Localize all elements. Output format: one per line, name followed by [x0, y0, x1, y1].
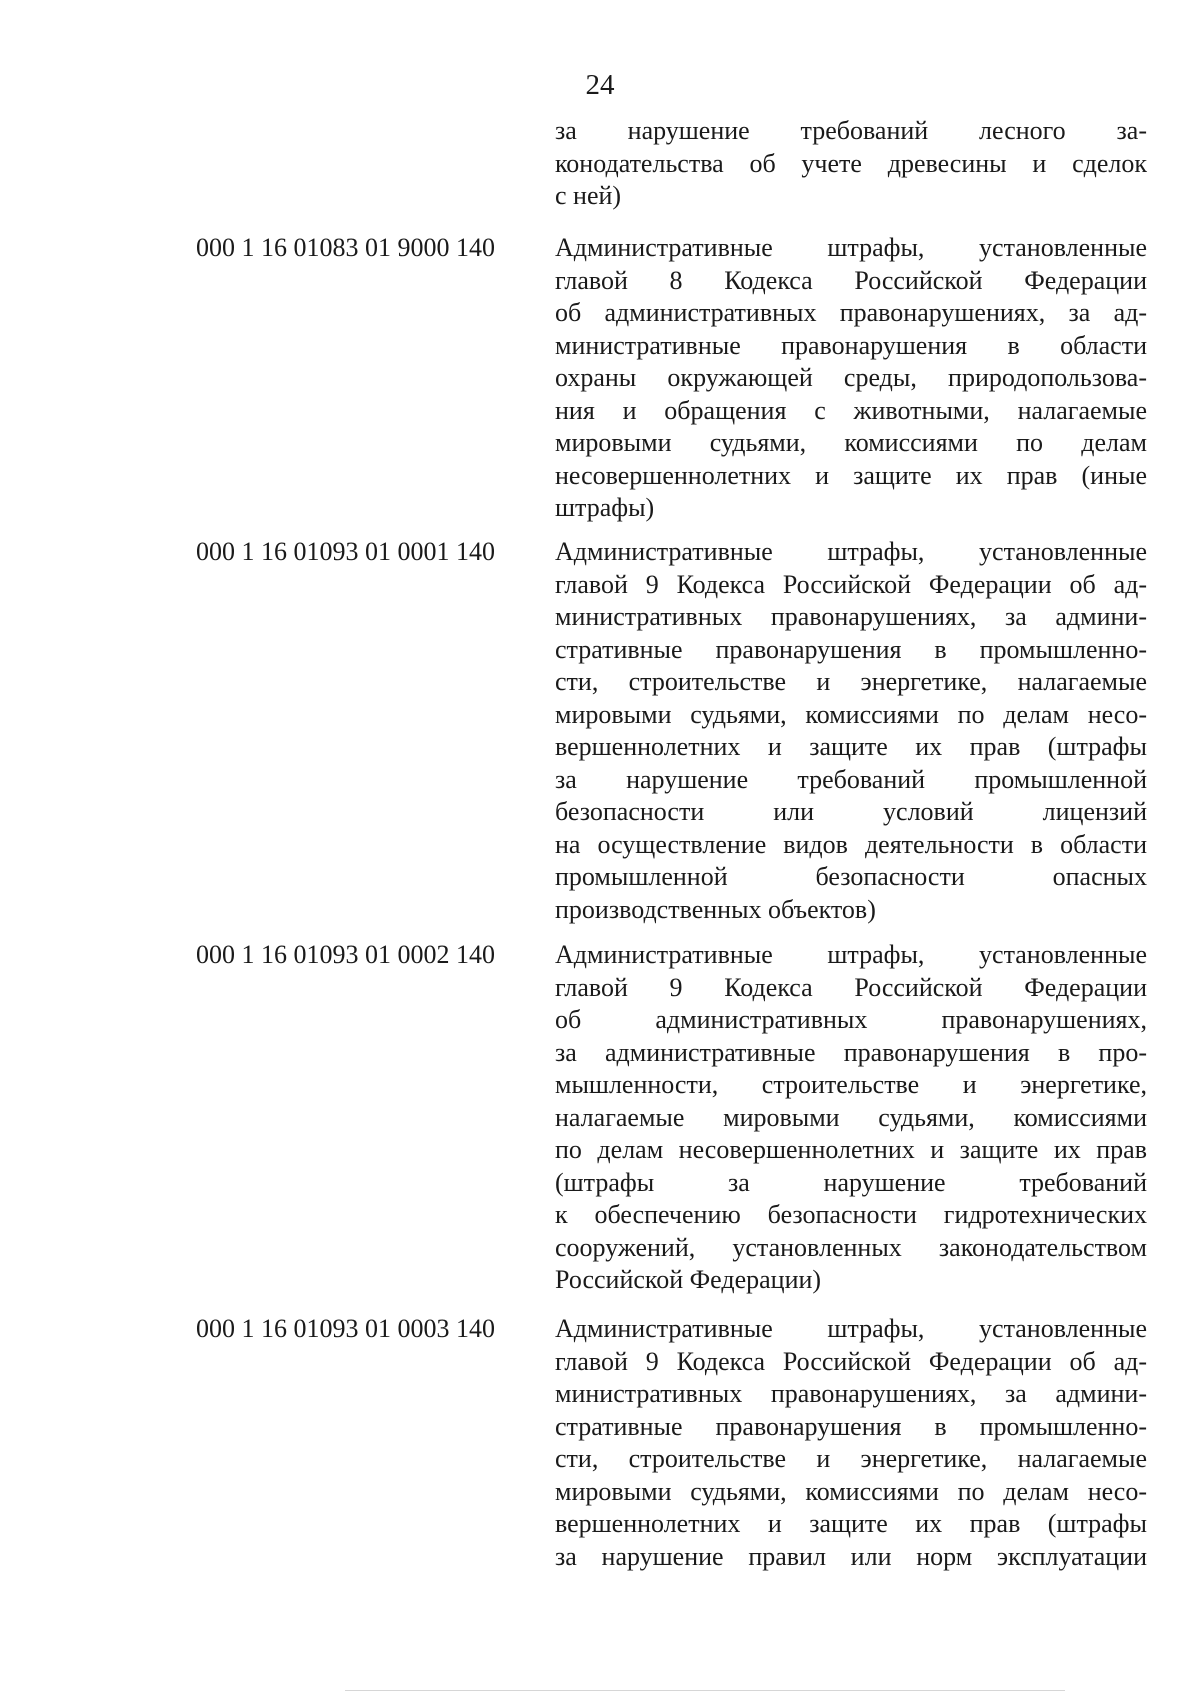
description-line: вершеннолетних и защите их прав (штрафы	[555, 732, 1147, 761]
description-line: Административные штрафы, установленные	[555, 537, 1147, 566]
description-line: сооружений, установленных законодательством	[555, 1232, 1147, 1262]
entry-description	[555, 115, 1147, 213]
description-line: ния и обращения с животными, налагаемые	[555, 395, 1147, 425]
entry-description	[555, 1313, 1147, 1573]
description-line: сти, строительстве и энергетике, налагаемые	[555, 1444, 1147, 1473]
description-line: Российской Федерации)	[555, 1265, 822, 1294]
description-line: главой 8 Кодекса Российской Федерации	[555, 265, 1147, 295]
description-line: безопасности или условий лицензий	[555, 797, 1147, 826]
description-line: министративных правонарушениях, за админи-	[555, 602, 1147, 631]
description-line: главой 9 Кодекса Российской Федерации об ад-	[555, 1346, 1147, 1376]
description-line: мировыми судьями, комиссиями по делам несо-	[555, 1476, 1147, 1506]
description-line: мировыми судьями, комиссиями по делам	[555, 428, 1147, 457]
description-line: стративные правонарушения в промышленно-	[555, 634, 1147, 664]
description-line: с ней)	[555, 181, 622, 210]
description-line: министративные правонарушения в области	[555, 330, 1147, 360]
description-line: об административных правонарушениях, за ад-	[555, 298, 1147, 327]
description-line: штрафы)	[555, 493, 655, 522]
page-number: 24	[585, 69, 615, 101]
entry-description	[555, 939, 1147, 1297]
description-line: за административные правонарушения в про-	[555, 1037, 1147, 1067]
description-line: по делам несовершеннолетних и защите их прав	[555, 1135, 1147, 1164]
description-line: вершеннолетних и защите их прав (штрафы	[555, 1509, 1147, 1538]
entry-code: 000 1 16 01093 01 0003 140	[196, 1314, 495, 1343]
description-line: мировыми судьями, комиссиями по делам несо-	[555, 699, 1147, 729]
description-line: за нарушение правил или норм эксплуатации	[555, 1541, 1147, 1571]
entry-code: 000 1 16 01093 01 0002 140	[196, 940, 495, 969]
description-line: главой 9 Кодекса Российской Федерации	[555, 972, 1147, 1002]
description-line: Административные штрафы, установленные	[555, 940, 1147, 969]
entry-description	[555, 232, 1147, 525]
description-line: производственных объектов)	[555, 894, 876, 924]
description-line: главой 9 Кодекса Российской Федерации об ад-	[555, 569, 1147, 599]
description-line: сти, строительстве и энергетике, налагаемые	[555, 667, 1147, 696]
description-line: на осуществление видов деятельности в области	[555, 829, 1147, 859]
description-line: промышленной безопасности опасных	[555, 862, 1147, 891]
description-line: к обеспечению безопасности гидротехнических	[555, 1200, 1147, 1229]
description-line: Административные штрафы, установленные	[555, 233, 1147, 262]
description-line: за нарушение требований промышленной	[555, 764, 1147, 794]
description-line: конодательства об учете древесины и сделок	[555, 148, 1147, 178]
description-line: за нарушение требований лесного за-	[555, 116, 1147, 145]
description-line: Административные штрафы, установленные	[555, 1314, 1147, 1343]
description-line: мышленности, строительстве и энергетике,	[555, 1070, 1147, 1099]
description-line: министративных правонарушениях, за админи-	[555, 1379, 1147, 1408]
entry-code: 000 1 16 01093 01 0001 140	[196, 537, 495, 566]
description-line: стративные правонарушения в промышленно-	[555, 1411, 1147, 1441]
description-line: налагаемые мировыми судьями, комиссиями	[555, 1102, 1147, 1132]
entry-description	[555, 536, 1147, 926]
bottom-scan-line	[345, 1690, 1065, 1691]
description-line: охраны окружающей среды, природопользова-	[555, 363, 1147, 392]
description-line: (штрафы за нарушение требований	[555, 1167, 1147, 1197]
description-line: несовершеннолетних и защите их прав (иные	[555, 460, 1147, 490]
entry-code: 000 1 16 01083 01 9000 140	[196, 233, 495, 262]
description-line: об административных правонарушениях,	[555, 1005, 1147, 1034]
